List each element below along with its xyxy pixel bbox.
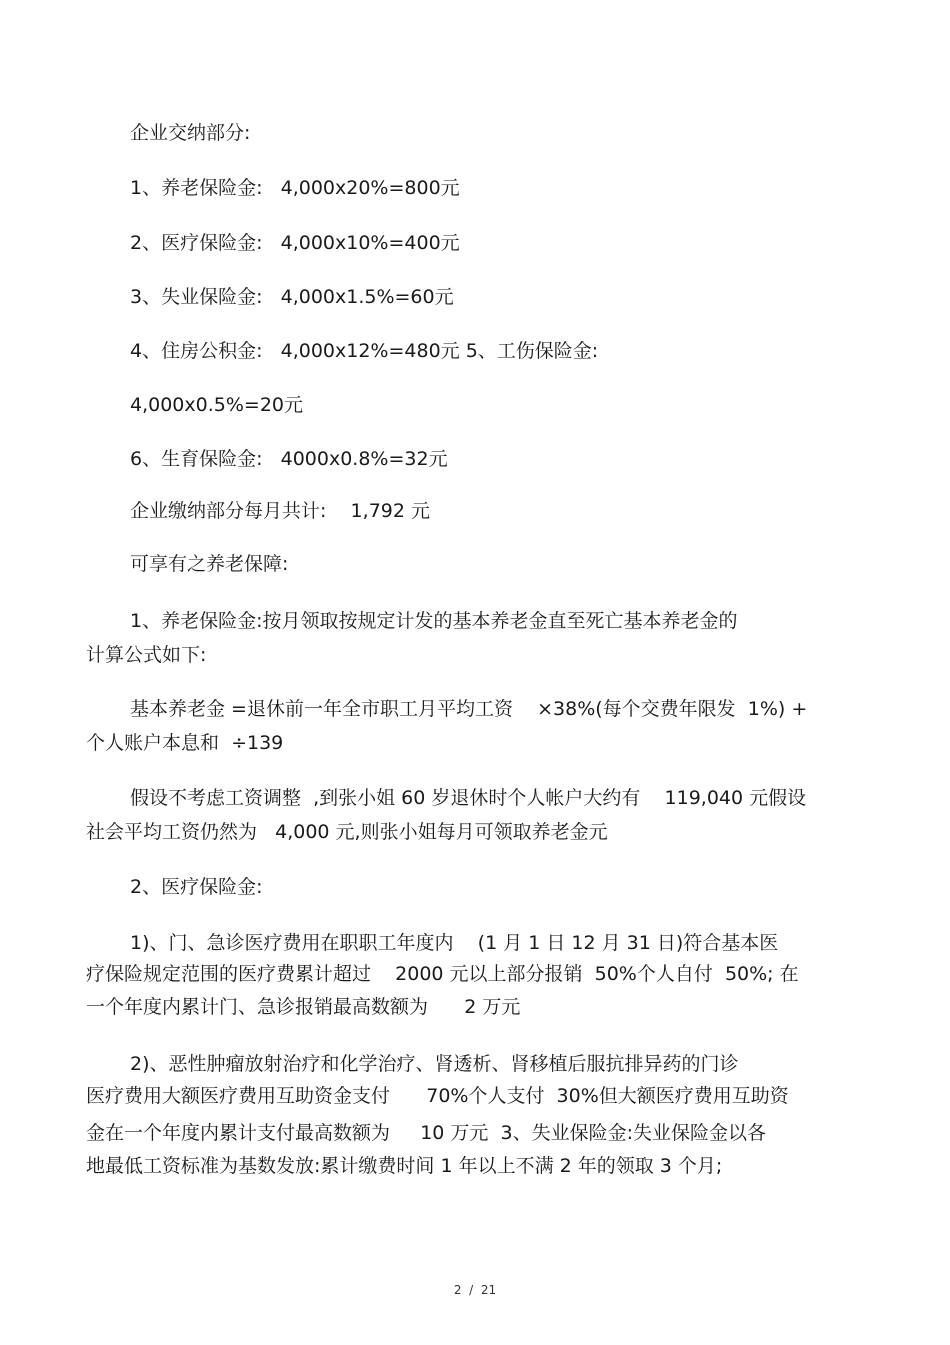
text-line: 6、生育保险金: 4000x0.8%=32元 (130, 448, 448, 470)
text-line: 社会平均工资仍然为 4,000 元,则张小姐每月可领取养老金元 (86, 821, 608, 843)
section-heading-pension: 可享有之养老保障: (130, 553, 289, 575)
text-line: 1、养老保险金:按月领取按规定计发的基本养老金直至死亡基本养老金的 (130, 610, 738, 632)
text-line: 3、失业保险金: 4,000x1.5%=60元 (130, 286, 454, 308)
text-line: 疗保险规定范围的医疗费累计超过 2000 元以上部分报销 50%个人自付 50%; 在 (86, 963, 799, 985)
section-heading-medical: 2、医疗保险金: (130, 876, 263, 898)
text-line: 2、医疗保险金: 4,000x10%=400元 (130, 232, 460, 254)
text-line: 地最低工资标准为基数发放:累计缴费时间 1 年以上不满 2 年的领取 3 个月; (86, 1155, 723, 1177)
text-line: 假设不考虑工资调整 ,到张小姐 60 岁退休时个人帐户大约有 119,040 元假设 (130, 787, 807, 809)
formula-line: 基本养老金 =退休前一年全市职工月平均工资 ×38%(每个交费年限发 1%) + (130, 698, 808, 720)
text-line: 金在一个年度内累计支付最高数额为 10 万元 3、失业保险金:失业保险金以各 (86, 1122, 766, 1144)
section-heading-company-contribution: 企业交纳部分: (130, 122, 251, 144)
text-line: 2)、恶性肿瘤放射治疗和化学治疗、肾透析、肾移植后服抗排异药的门诊 (130, 1053, 739, 1075)
text-line: 4,000x0.5%=20元 (130, 394, 304, 416)
text-line: 一个年度内累计门、急诊报销最高数额为 2 万元 (86, 996, 521, 1018)
text-line: 1、养老保险金: 4,000x20%=800元 (130, 177, 460, 199)
text-line: 1)、门、急诊医疗费用在职职工年度内 (1 月 1 日 12 月 31 日)符合基本医 (130, 932, 779, 954)
text-line: 计算公式如下: (86, 644, 207, 666)
formula-line: 个人账户本息和 ÷139 (86, 732, 284, 754)
text-line: 医疗费用大额医疗费用互助资金支付 70%个人支付 30%但大额医疗费用互助资 (86, 1085, 789, 1107)
text-line: 4、住房公积金: 4,000x12%=480元 5、工伤保险金: (130, 340, 599, 362)
page-number: 2 / 21 (453, 1283, 497, 1297)
total-line: 企业缴纳部分每月共计: 1,792 元 (130, 500, 430, 522)
